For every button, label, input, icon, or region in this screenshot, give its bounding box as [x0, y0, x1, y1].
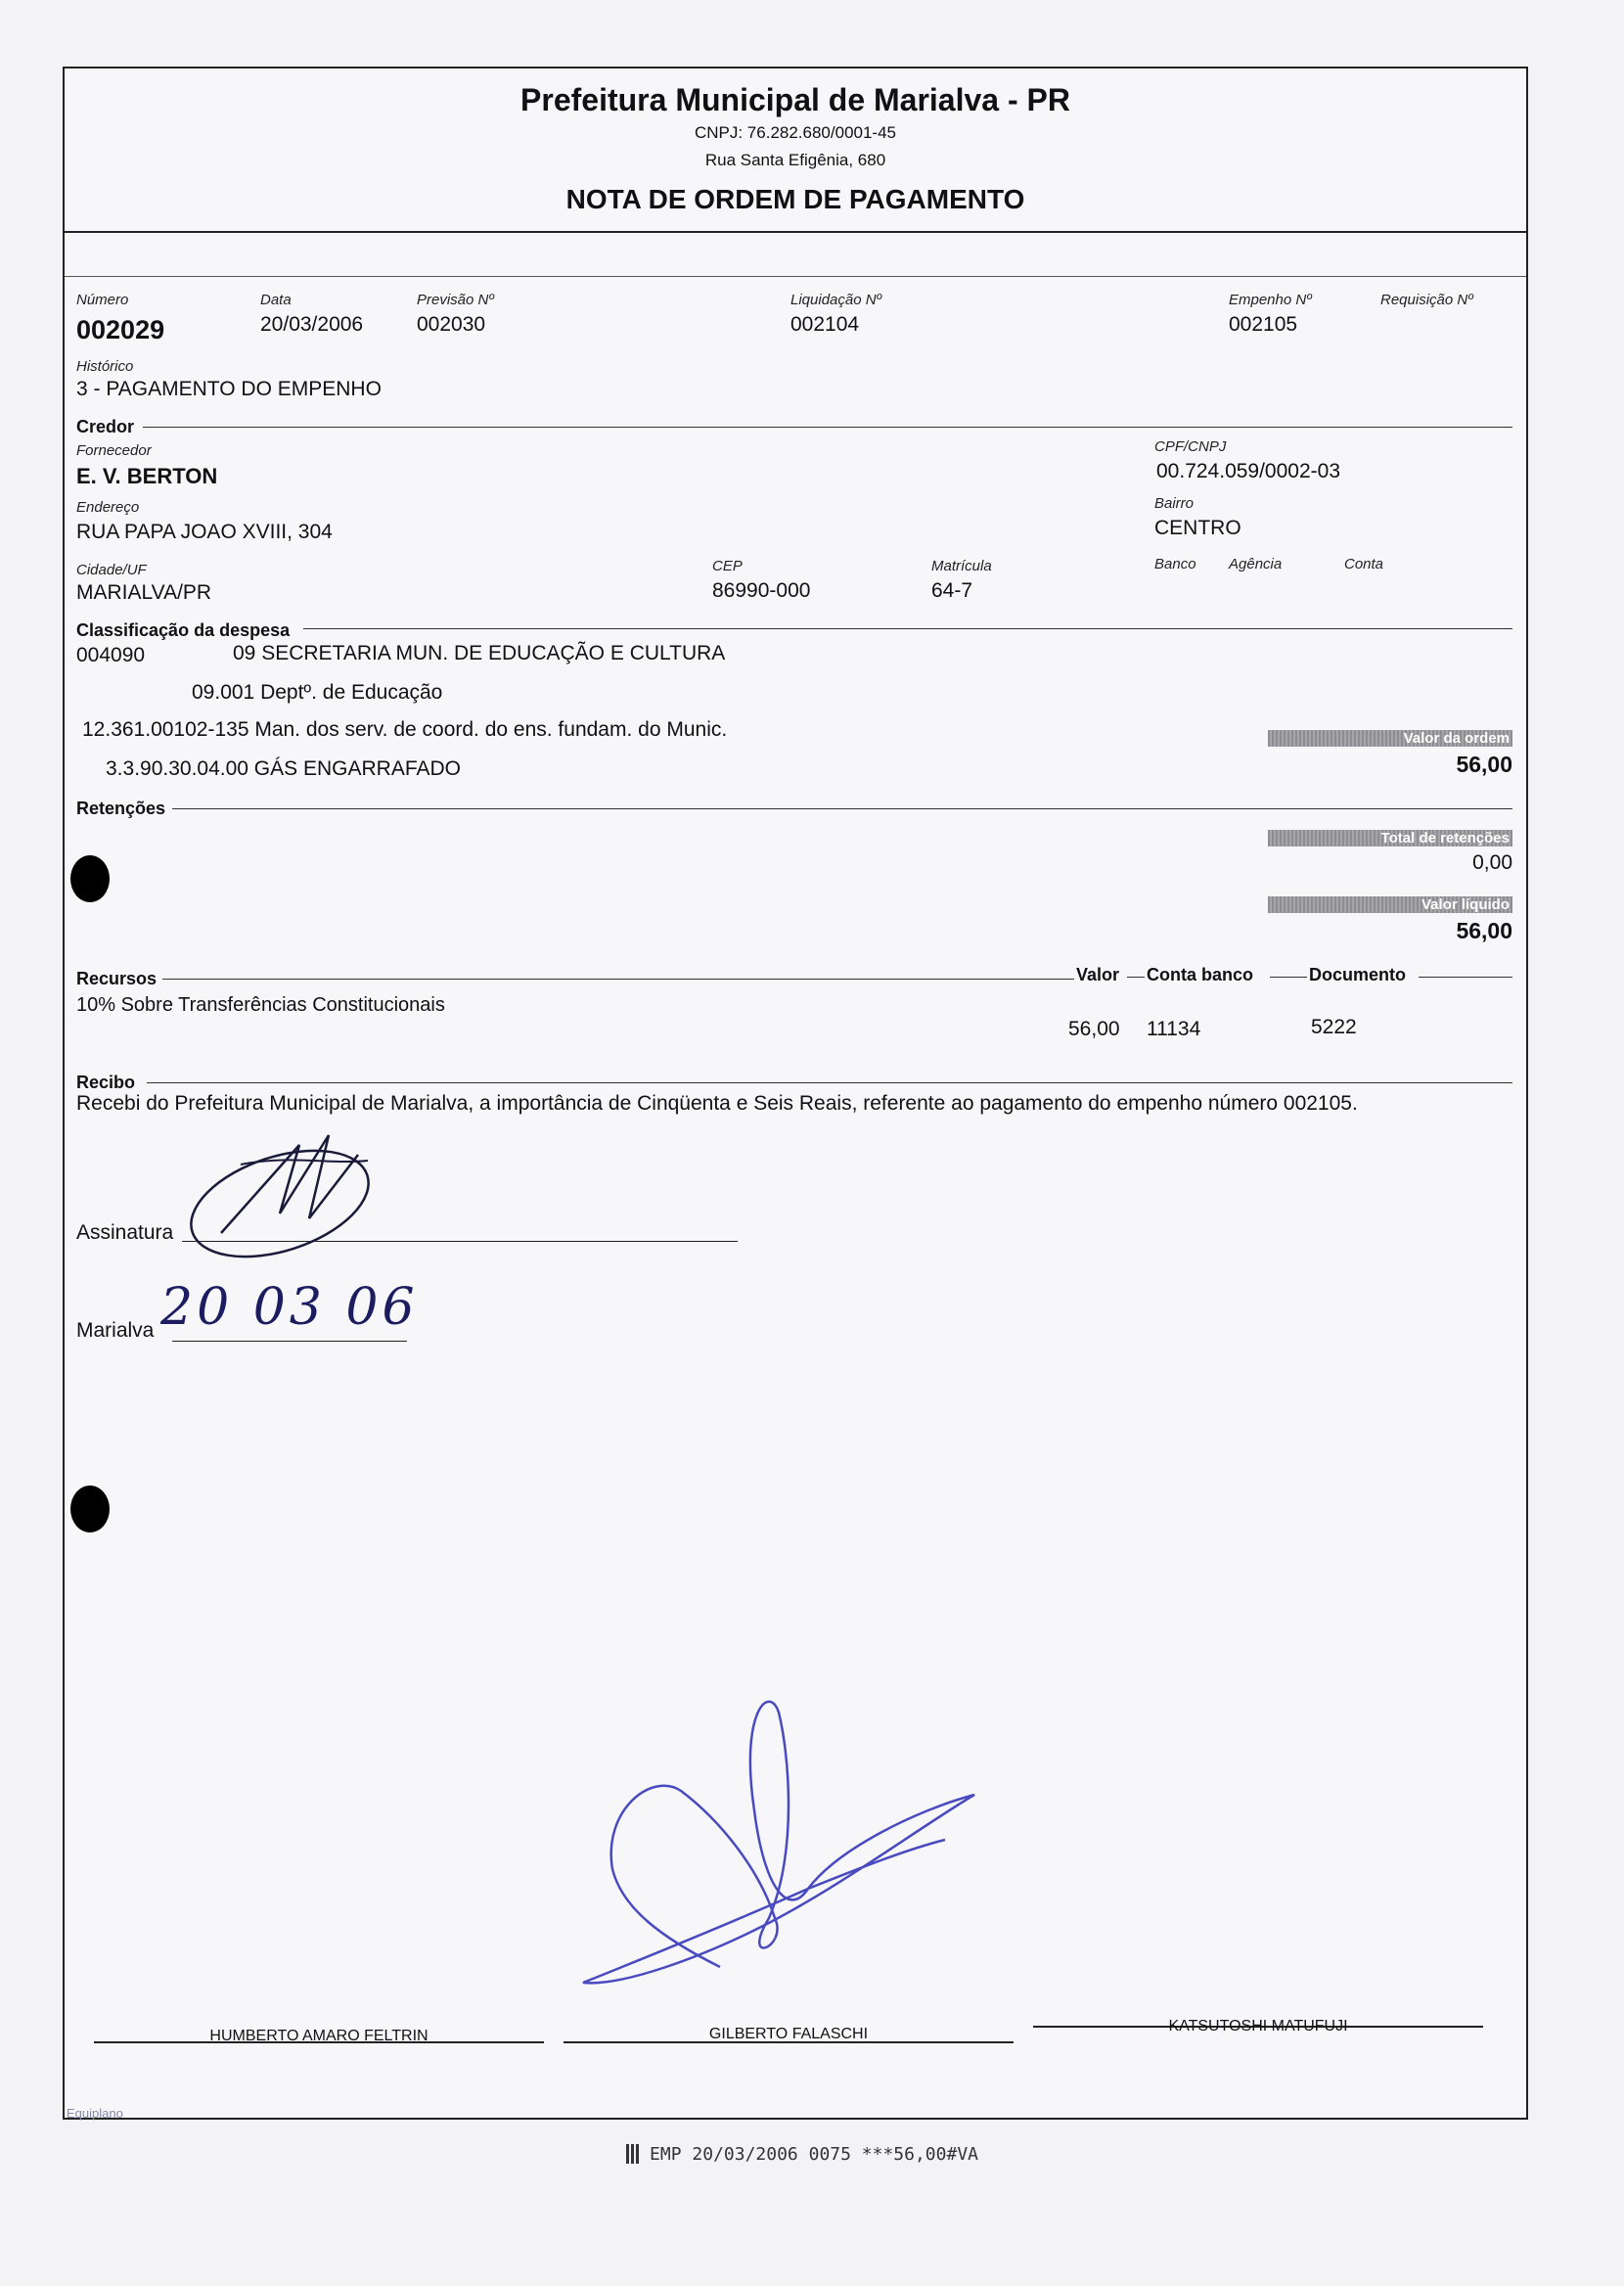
recursos-rule [162, 979, 1074, 980]
agencia-label: Agência [1229, 556, 1283, 572]
cidade-value: MARIALVA/PR [76, 581, 212, 604]
retencoes-rule [172, 808, 1512, 809]
liquidacao-label: Liquidação Nº [790, 292, 882, 308]
page-title: Prefeitura Municipal de Marialva - PR [520, 82, 1070, 117]
stamp-text: EMP 20/03/2006 0075 ***56,00#VA [650, 2143, 978, 2165]
numero-label: Número [76, 292, 129, 308]
recursos-rule-3 [1270, 977, 1307, 978]
recursos-valor: 56,00 [1068, 1018, 1120, 1040]
cep-value: 86990-000 [712, 579, 811, 602]
valor-liquido-value: 56,00 [1456, 918, 1512, 943]
despesa-line2: 09.001 Deptº. de Educação [192, 681, 443, 704]
despesa-code: 004090 [76, 644, 146, 666]
document-frame [63, 67, 1528, 2120]
matricula-label: Matrícula [931, 558, 992, 574]
valor-liquido-label: Valor líquido [1268, 896, 1512, 913]
cpf-value: 00.724.059/0002-03 [1156, 460, 1341, 482]
previsao-value: 002030 [417, 313, 486, 336]
bairro-label: Bairro [1154, 495, 1195, 512]
endereco-value: RUA PAPA JOAO XVIII, 304 [76, 521, 333, 543]
recursos-section: Recursos [76, 969, 158, 988]
cidade-label: Cidade/UF [76, 562, 147, 578]
fornecedor-label: Fornecedor [76, 442, 152, 459]
recursos-rule-4 [1419, 977, 1512, 978]
data-label: Data [260, 292, 292, 308]
header-divider-thin [65, 276, 1526, 277]
valor-ordem-label: Valor da ordem [1268, 730, 1512, 747]
conta-label: Conta [1344, 556, 1384, 572]
total-retencoes-label: Total de retenções [1268, 830, 1512, 846]
empenho-label: Empenho Nº [1229, 292, 1312, 308]
punch-hole-2 [70, 1486, 110, 1532]
fornecedor-value: E. V. BERTON [76, 464, 218, 488]
header-cnpj: CNPJ: 76.282.680/0001-45 [694, 123, 897, 142]
authorizer-signature [544, 1693, 1014, 1987]
assinatura-label: Assinatura [76, 1221, 174, 1244]
despesa-line4: 3.3.90.30.04.00 GÁS ENGARRAFADO [106, 757, 462, 780]
requisicao-label: Requisição Nº [1380, 292, 1473, 308]
cep-label: CEP [712, 558, 743, 574]
brand-label: Equiplano [67, 2106, 123, 2121]
credor-rule [143, 427, 1512, 428]
valor-ordem-value: 56,00 [1456, 752, 1512, 777]
numero-value: 002029 [76, 315, 165, 344]
punch-hole-1 [70, 855, 110, 902]
endereco-label: Endereço [76, 499, 140, 516]
previsao-label: Previsão Nº [417, 292, 494, 308]
matricula-value: 64-7 [931, 579, 973, 602]
document-title: NOTA DE ORDEM DE PAGAMENTO [565, 184, 1025, 214]
despesa-rule [303, 628, 1512, 629]
recipient-signature [162, 1125, 417, 1262]
recursos-descricao: 10% Sobre Transferências Constitucionais [76, 994, 445, 1016]
recursos-valor-label: Valor [1076, 965, 1120, 984]
date-line [172, 1341, 407, 1342]
local-label: Marialva [76, 1319, 155, 1342]
header-divider [65, 231, 1526, 233]
recibo-section: Recibo [76, 1073, 136, 1092]
total-retencoes-value: 0,00 [1472, 851, 1512, 874]
signatory-2: GILBERTO FALASCHI [708, 2026, 869, 2042]
banco-label: Banco [1154, 556, 1196, 572]
recibo-rule [147, 1082, 1512, 1083]
recursos-rule-2 [1127, 977, 1145, 978]
credor-section: Credor [76, 417, 135, 436]
liquidacao-value: 002104 [790, 313, 860, 336]
cpf-label: CPF/CNPJ [1154, 438, 1227, 455]
despesa-line3: 12.361.00102-135 Man. dos serv. de coord. do ens. fundam. do Munic. [82, 718, 728, 741]
handwritten-date: 20 03 06 [160, 1278, 419, 1337]
recursos-documento: 5222 [1311, 1016, 1357, 1038]
stamp-barcode-icon [626, 2144, 640, 2164]
historico-value: 3 - PAGAMENTO DO EMPENHO [76, 378, 382, 400]
signatory-3: KATSUTOSHI MATUFUJI [1168, 2018, 1348, 2035]
despesa-line1: 09 SECRETARIA MUN. DE EDUCAÇÃO E CULTURA [233, 642, 726, 664]
bairro-value: CENTRO [1154, 517, 1241, 539]
recursos-documento-label: Documento [1309, 965, 1406, 984]
retencoes-section: Retenções [76, 799, 166, 818]
despesa-section: Classificação da despesa [76, 620, 291, 640]
recursos-conta-label: Conta banco [1147, 965, 1254, 984]
bank-stamp [626, 2141, 978, 2167]
data-value: 20/03/2006 [260, 313, 364, 336]
empenho-value: 002105 [1229, 313, 1298, 336]
signatory-1: HUMBERTO AMARO FELTRIN [209, 2028, 429, 2044]
historico-label: Histórico [76, 358, 134, 375]
header-address: Rua Santa Efigênia, 680 [704, 151, 886, 169]
recursos-conta: 11134 [1147, 1018, 1201, 1040]
recibo-text: Recebi do Prefeitura Municipal de Marialva, a importância de Cinqüenta e Seis Reais, referente ao pagamento do empenho número 002105. [76, 1092, 1358, 1115]
